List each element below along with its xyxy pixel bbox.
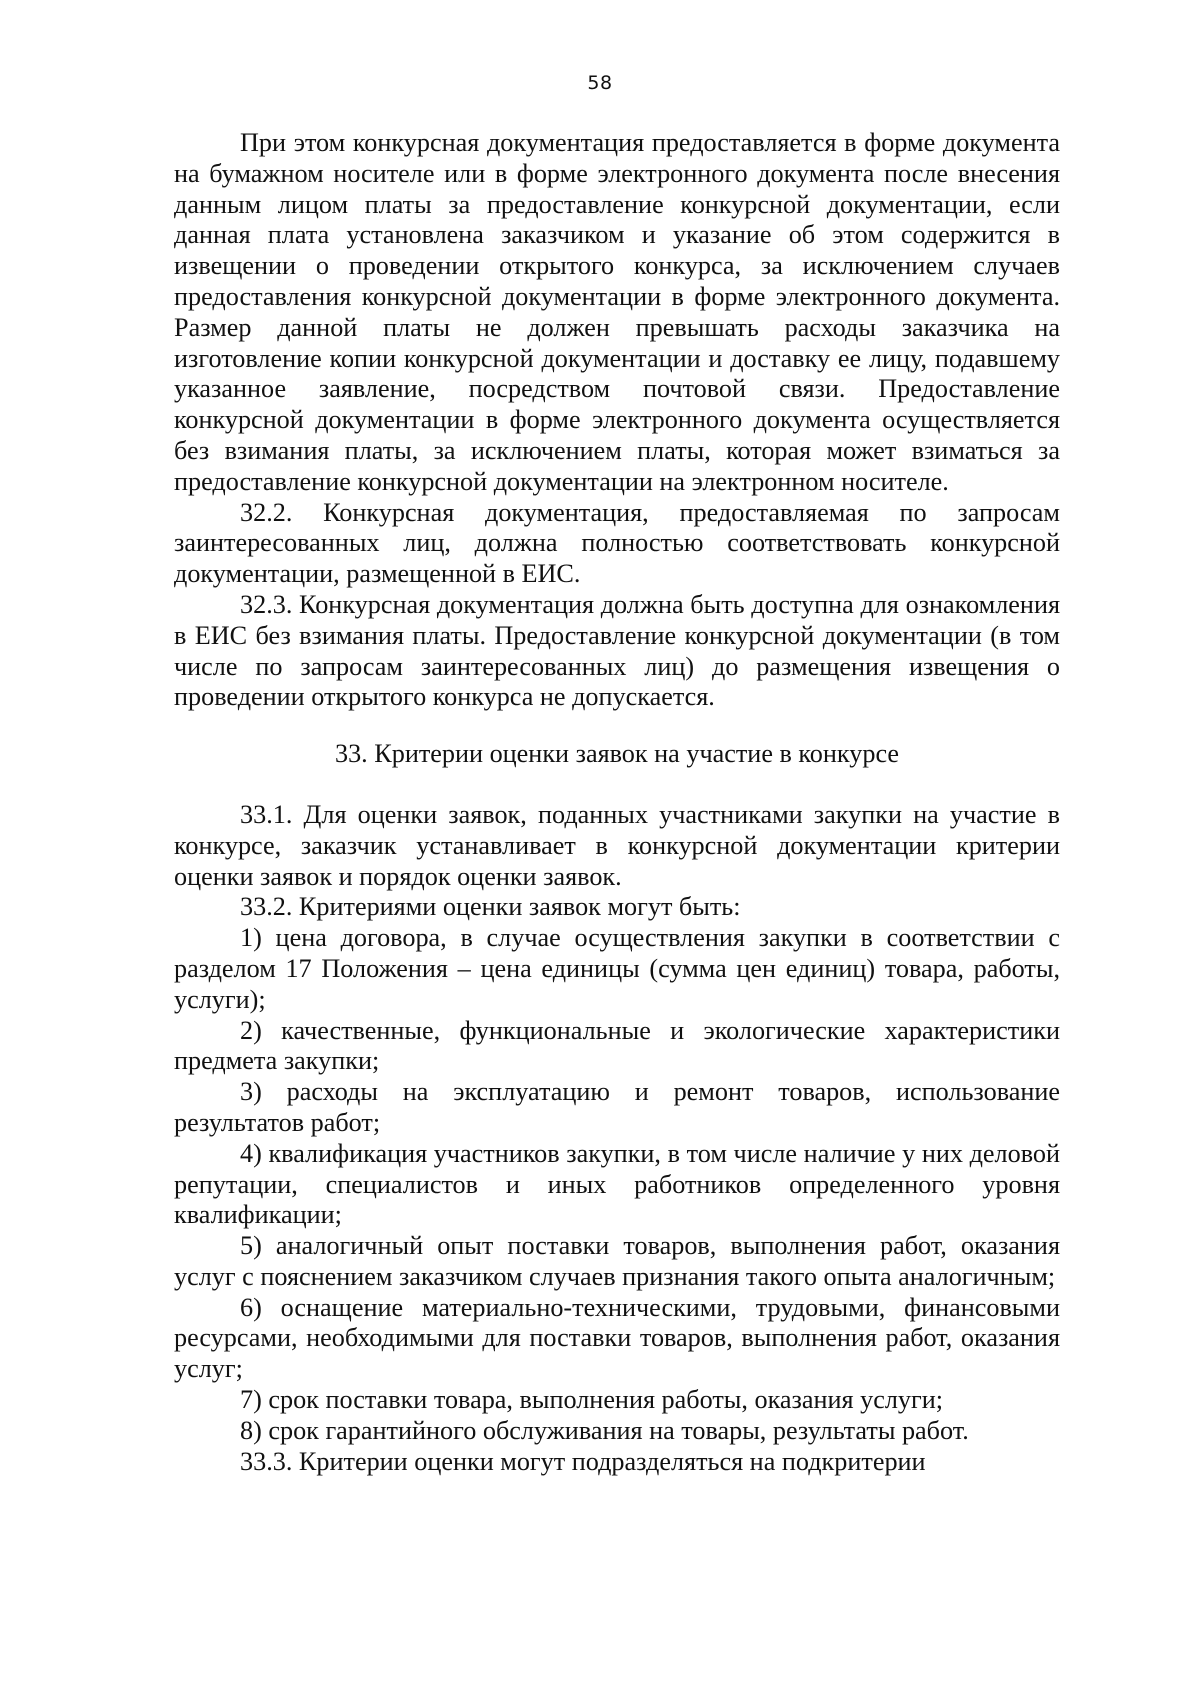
paragraph-33-3: 33.3. Критерии оценки могут подразделяться на подкритерии (240, 1446, 926, 1476)
criteria-item-6: 6) оснащение материально-техническими, трудовыми, финансовыми ресурсами, необходимыми для поставки товаров, выполнения работ, оказания услуг; (174, 1292, 1060, 1384)
paragraph-32-2: 32.2. Конкурсная документация, предоставляемая по запросам заинтересованных лиц, должна полностью соответствовать конкурсной документации, размещенной в ЕИС. (174, 497, 1060, 589)
criteria-item-2: 2) качественные, функциональные и экологические характеристики предмета закупки; (174, 1015, 1060, 1076)
page-number: 58 (587, 72, 613, 94)
criteria-item-5: 5) аналогичный опыт поставки товаров, выполнения работ, оказания услуг с пояснением заказчиком случаев признания такого опыта аналогичным; (174, 1231, 1060, 1291)
paragraph-33-1: 33.1. Для оценки заявок, поданных участниками закупки на участие в конкурсе, заказчик устанавливает в конкурсной документации критерии оценки заявок и порядок оценки заявок. (174, 799, 1060, 891)
section-heading-33: 33. Критерии оценки заявок на участие в конкурсе (334, 739, 900, 769)
criteria-item-8: 8) срок гарантийного обслуживания на товары, результаты работ. (240, 1415, 969, 1445)
paragraph-documentation-fee: При этом конкурсная документация предоставляется в форме документа на бумажном носителе или в форме электронного документа после внесения данным лицом платы за предоставление конкурсной документации, если данная плата установлена заказчиком и указание об этом содержится в извещении о проведении открытого конкурса, за исключением случаев предоставления конкурсной документации в форме электронного документа. Размер данной платы не должен превышать расходы заказчика на изготовление копии конкурсной документации и доставку ее лицу, подавшему указанное заявление, посредством почтовой связи. Предоставление конкурсной документации в форме электронного документа осуществляется без взимания платы, за исключением платы, которая может взиматься за предоставление конкурсной документации на электронном носителе. (174, 128, 1060, 496)
criteria-item-3: 3) расходы на эксплуатацию и ремонт товаров, использование результатов работ; (174, 1077, 1060, 1137)
criteria-item-4: 4) квалификация участников закупки, в том числе наличие у них деловой репутации, специалистов и иных работников определенного уровня квалификации; (174, 1138, 1060, 1230)
criteria-item-7: 7) срок поставки товара, выполнения работы, оказания услуги; (240, 1385, 944, 1415)
paragraph-32-3: 32.3. Конкурсная документация должна быть доступна для ознакомления в ЕИС без взимания платы. Предоставление конкурсной документации (в том числе по запросам заинтересованных лиц) до размещения извещения о проведении открытого конкурса не допускается. (174, 589, 1060, 712)
document-body (174, 128, 1060, 1477)
paragraph-33-2: 33.2. Критериями оценки заявок могут быть: (240, 892, 741, 922)
criteria-item-1: 1) цена договора, в случае осуществления закупки в соответствии с разделом 17 Положения – цена единицы (сумма цен единиц) товара, работы, услуги); (174, 923, 1060, 1014)
